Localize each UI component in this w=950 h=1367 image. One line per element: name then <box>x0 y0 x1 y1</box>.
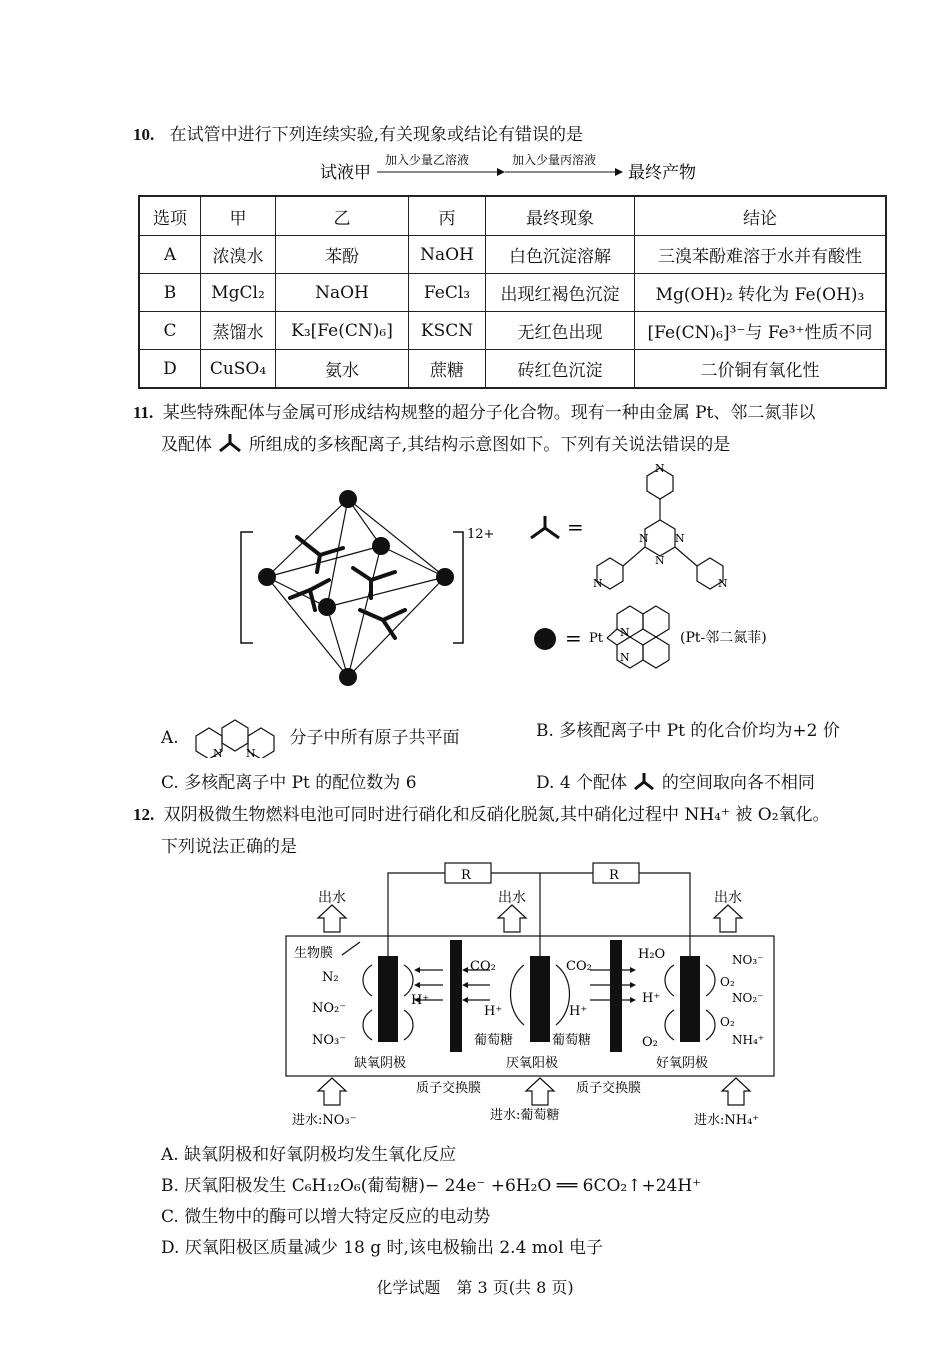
flow-arrow2: 加入少量丙溶液 <box>512 153 597 167</box>
inlet-right: 进水:NH₄⁺ <box>694 1113 760 1128</box>
cathode-left-electrode <box>378 956 398 1042</box>
th-conclusion: 结论 <box>635 196 887 236</box>
phen-n: N <box>213 747 223 758</box>
q11-text2b: 所组成的多核配离子,其结构示意图如下。下列有关说法错误的是 <box>248 435 731 455</box>
species-no2: NO₂⁻ <box>312 1001 347 1016</box>
pt-label: Pt <box>589 631 603 646</box>
flow-start: 试液甲 <box>320 163 371 183</box>
table-row <box>139 274 886 312</box>
resistor-label: R <box>609 868 619 883</box>
cell: MgCl₂ <box>201 274 276 312</box>
cage-diagram <box>235 480 505 690</box>
th-yi: 乙 <box>276 196 409 236</box>
membrane-label: 质子交换膜 <box>416 1081 482 1096</box>
q10-flow <box>315 148 735 190</box>
th-jia: 甲 <box>201 196 276 236</box>
q11-optB: B. 多核配离子中 Pt 的化合价均为+2 价 <box>536 721 840 741</box>
right-bracket <box>453 532 463 643</box>
membrane-right <box>610 940 622 1052</box>
pyridine-n: N <box>655 462 665 475</box>
flow-arrow1: 加入少量乙溶液 <box>385 153 470 167</box>
species-no3: NO₃⁻ <box>732 953 764 967</box>
table-row <box>139 312 886 350</box>
species-co2: CO₂ <box>566 959 592 974</box>
pt-desc: (Pt-邻二氮菲) <box>680 630 767 646</box>
glucose-label: 葡萄糖 <box>474 1033 514 1048</box>
glucose-label: 葡萄糖 <box>552 1033 592 1048</box>
optD-text-b: 的空间取向各不相同 <box>661 773 815 793</box>
pyridine-n: N <box>718 577 728 590</box>
species-h2o: H₂O <box>638 947 666 962</box>
species-co2: CO₂ <box>470 959 496 974</box>
cell: 氨水 <box>276 350 409 389</box>
cell: 白色沉淀溶解 <box>486 236 635 274</box>
q11-optC: C. 多核配离子中 Pt 的配位数为 6 <box>161 773 417 793</box>
h-plus: H⁺ <box>484 1004 503 1019</box>
table-header-row <box>139 196 886 236</box>
outlet-label: 出水 <box>498 890 526 906</box>
q12-number: 12. <box>133 805 155 824</box>
species-o2: O₂ <box>720 1015 735 1029</box>
cell: NaOH <box>276 274 409 312</box>
cell: Mg(OH)₂ 转化为 Fe(OH)₃ <box>635 274 887 312</box>
cell: CuSO₄ <box>201 350 276 389</box>
cage-charge: 12+ <box>467 527 495 542</box>
left-bracket <box>241 532 253 643</box>
th-bing: 丙 <box>409 196 486 236</box>
cell: 苯酚 <box>276 236 409 274</box>
cathode-right-label: 好氧阴极 <box>656 1056 709 1071</box>
species-o2: O₂ <box>720 975 735 989</box>
flow-end: 最终产物 <box>628 163 696 183</box>
triazine-n: N <box>655 554 665 567</box>
cathode-right-electrode <box>680 956 700 1042</box>
cell: D <box>139 350 201 389</box>
phenanthroline-icon <box>184 716 284 758</box>
cell: 三溴苯酚难溶于水并有酸性 <box>635 236 887 274</box>
q11-optD <box>536 768 815 793</box>
q12-line2: 下列说法正确的是 <box>161 837 297 857</box>
triazine-n: N <box>639 532 649 545</box>
q12-optA: A. 缺氧阴极和好氧阴极均发生氧化反应 <box>161 1145 457 1165</box>
fuel-cell-diagram <box>280 860 780 1135</box>
q10-text: 在试管中进行下列连续实验,有关现象或结论有错误的是 <box>169 125 584 145</box>
cell: [Fe(CN)₆]³⁻与 Fe³⁺性质不同 <box>635 312 887 350</box>
inlet-left: 进水:NO₃⁻ <box>292 1113 357 1128</box>
cell: 出现红褐色沉淀 <box>486 274 635 312</box>
cell: 蔗糖 <box>409 350 486 389</box>
biofilm-label: 生物膜 <box>294 946 334 961</box>
q11-text2a: 及配体 <box>161 435 212 455</box>
species-no2: NO₂⁻ <box>732 991 764 1005</box>
q12-text1: 双阴极微生物燃料电池可同时进行硝化和反硝化脱氮,其中硝化过程中 NH₄⁺ 被 O₂氧化。 <box>163 805 830 825</box>
q11-text1: 某些特殊配体与金属可形成结构规整的超分子化合物。现有一种由金属 Pt、邻二氮菲以 <box>162 403 816 423</box>
table-row <box>139 350 886 389</box>
q12-optB: B. 厌氧阳极发生 C₆H₁₂O₆(葡萄糖)− 24e⁻ +6H₂O ══ 6CO₂↑+24H⁺ <box>161 1176 702 1196</box>
cell: 蒸馏水 <box>201 312 276 350</box>
cell: 砖红色沉淀 <box>486 350 635 389</box>
species-o2: O₂ <box>642 1035 658 1050</box>
q12-optC: C. 微生物中的酶可以增大特定反应的电动势 <box>161 1207 491 1227</box>
q12-optD: D. 厌氧阳极区质量减少 18 g 时,该电极输出 2.4 mol 电子 <box>161 1238 603 1258</box>
ligand-eq: = <box>567 515 584 539</box>
cell: KSCN <box>409 312 486 350</box>
q10-number: 10. <box>133 125 155 144</box>
cell: 浓溴水 <box>201 236 276 274</box>
phen-n: N <box>620 651 630 664</box>
anode-electrode <box>530 956 550 1042</box>
optA-letter: A. <box>161 728 179 748</box>
inlet-mid: 进水:葡萄糖 <box>490 1108 560 1123</box>
h-plus: H⁺ <box>411 993 430 1008</box>
phen-n: N <box>246 747 256 758</box>
cell: C <box>139 312 201 350</box>
species-n2: N₂ <box>322 970 339 985</box>
resistor-label: R <box>461 868 471 883</box>
pyridine-n: N <box>593 577 603 590</box>
q12-line1 <box>133 800 830 825</box>
h-plus: H⁺ <box>569 1004 588 1019</box>
cell: A <box>139 236 201 274</box>
th-phenomenon: 最终现象 <box>486 196 635 236</box>
species-no3: NO₃⁻ <box>312 1033 347 1048</box>
table-row <box>139 236 886 274</box>
outlet-label: 出水 <box>318 890 346 906</box>
th-option: 选项 <box>139 196 201 236</box>
pt-eq: = <box>565 626 582 650</box>
q10-stem <box>133 120 583 145</box>
membrane-left <box>450 940 462 1052</box>
q11-line1 <box>133 398 815 423</box>
cell: B <box>139 274 201 312</box>
q10-table <box>138 195 887 389</box>
ligand-definitions <box>525 458 795 693</box>
cell: 无红色出现 <box>486 312 635 350</box>
membrane-label: 质子交换膜 <box>576 1081 642 1096</box>
cell: K₃[Fe(CN)₆] <box>276 312 409 350</box>
anode-label: 厌氧阳极 <box>506 1056 559 1071</box>
page-footer: 化学试题 第 3 页(共 8 页) <box>376 1278 574 1297</box>
q11-number: 11. <box>133 403 154 422</box>
optA-text: 分子中所有原子共平面 <box>289 728 460 748</box>
q11-line2 <box>161 430 730 455</box>
cell: 二价铜有氧化性 <box>635 350 887 389</box>
optD-text-a: D. 4 个配体 <box>536 773 628 793</box>
species-nh4: NH₄⁺ <box>732 1033 765 1047</box>
cell: FeCl₃ <box>409 274 486 312</box>
q11-optA <box>161 716 460 758</box>
h-plus: H⁺ <box>642 991 661 1006</box>
triazine-n: N <box>675 532 685 545</box>
ligand-icon <box>217 431 243 453</box>
phen-n: N <box>620 626 630 639</box>
cathode-left-label: 缺氧阴极 <box>354 1056 407 1071</box>
outlet-label: 出水 <box>714 890 742 906</box>
cell: NaOH <box>409 236 486 274</box>
ligand-icon <box>632 771 656 791</box>
